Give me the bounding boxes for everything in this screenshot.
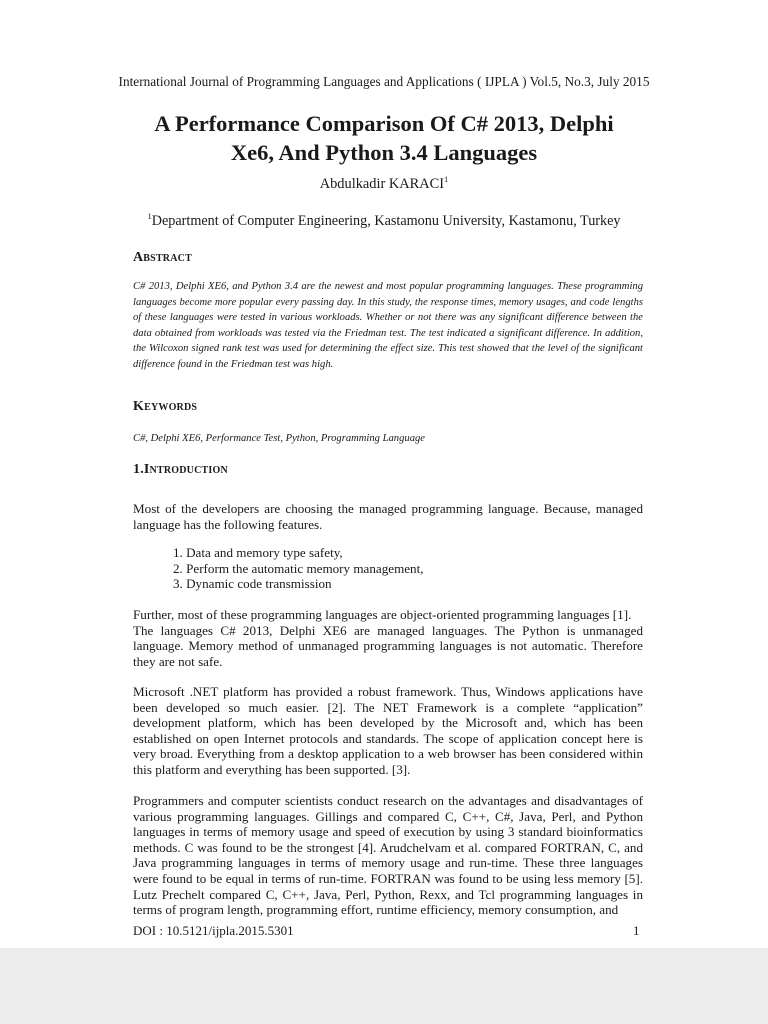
intro-paragraph-2-body: The languages C# 2013, Delphi XE6 are managed languages. The Python is unmanaged language. Memory method of unmanaged programming languages is not automatic. Therefore they are not safe. bbox=[133, 622, 643, 669]
author-name: Abdulkadir KARACI bbox=[319, 176, 445, 192]
affiliation-mark: 1 bbox=[147, 211, 152, 221]
abstract-text: C# 2013, Delphi XE6, and Python 3.4 are the newest and most popular programming languages. These programming languages become more popular every passing day. In this study, the response times, memory usages, and code lengths of these languages were tested in various workloads. Whether or not there was any significant difference between the data obtained from workloads was tested via the Friedman test. The test indicated a significant difference. In addition, the Wilcoxon signed rank test was used for determining the effect size. This test showed that the level of the significant difference found in the Friedman test was high. bbox=[133, 281, 643, 370]
keywords-heading: Keywords bbox=[133, 399, 198, 414]
list-item: 2. Perform the automatic memory management, bbox=[173, 560, 424, 576]
page-bottom-background bbox=[0, 948, 768, 1024]
intro-paragraph-2-first-line: Further, most of these programming languages are object-oriented programming languages [1]. bbox=[133, 607, 632, 622]
intro-paragraph-1: Most of the developers are choosing the managed programming language. Because, managed language has the following features. bbox=[133, 501, 643, 532]
introduction-heading: 1.Introduction bbox=[133, 462, 228, 477]
intro-paragraph-2 bbox=[133, 607, 643, 669]
keywords-text: C#, Delphi XE6, Performance Test, Python, Programming Language bbox=[133, 433, 425, 444]
affiliation-line bbox=[0, 213, 768, 230]
paper-title bbox=[80, 109, 688, 167]
list-item: 1. Data and memory type safety, bbox=[173, 545, 343, 560]
list-item: 3. Dynamic code transmission bbox=[173, 576, 332, 592]
affiliation-text: Department of Computer Engineering, Kastamonu University, Kastamonu, Turkey bbox=[151, 213, 621, 229]
footer-doi: DOI : 10.5121/ijpla.2015.5301 bbox=[133, 923, 294, 938]
intro-paragraph-4: Programmers and computer scientists conduct research on the advantages and disadvantages of various programming languages. Gillings and compared C, C++, C#, Java, Perl, and Python languages in terms of memory usage and speed of execution by using 3 standard bioinformatics methods. C was found to be the strongest [4]. Arudchelvam et al. compared FORTRAN, C, and Java programming languages in terms of memory usage and run-time. These three languages were found to be equal in terms of run-time. FORTRAN was found to be using less memory [5]. Lutz Prechelt compared C, C++, Java, Perl, Python, Rexx, and Tcl programming languages in terms of program length, programming effort, runtime efficiency, memory consumption, and bbox=[133, 793, 643, 918]
title-line-1: A Performance Comparison Of C# 2013, Delphi bbox=[154, 111, 614, 136]
title-line-2: Xe6, And Python 3.4 Languages bbox=[230, 140, 538, 165]
author-affiliation-mark: 1 bbox=[444, 174, 449, 184]
author-line bbox=[0, 176, 768, 193]
intro-paragraph-3: Microsoft .NET platform has provided a robust framework. Thus, Windows applications have been developed so much easier. [2]. The NET Framework is a complete “application” development platform, which has been developed by the Microsoft and, which has been established on open Internet protocols and standards. The scope of application concept here is very broad. Everything from a desktop application to a web browser has been considered within this platform and everything has been supported. [3]. bbox=[133, 684, 643, 777]
abstract-heading: Abstract bbox=[133, 250, 192, 265]
running-header: International Journal of Programming Languages and Applications ( IJPLA ) Vol.5, No.3, July 2015 bbox=[118, 74, 650, 89]
footer-page-number: 1 bbox=[633, 923, 640, 938]
managed-language-features-list bbox=[173, 545, 424, 592]
